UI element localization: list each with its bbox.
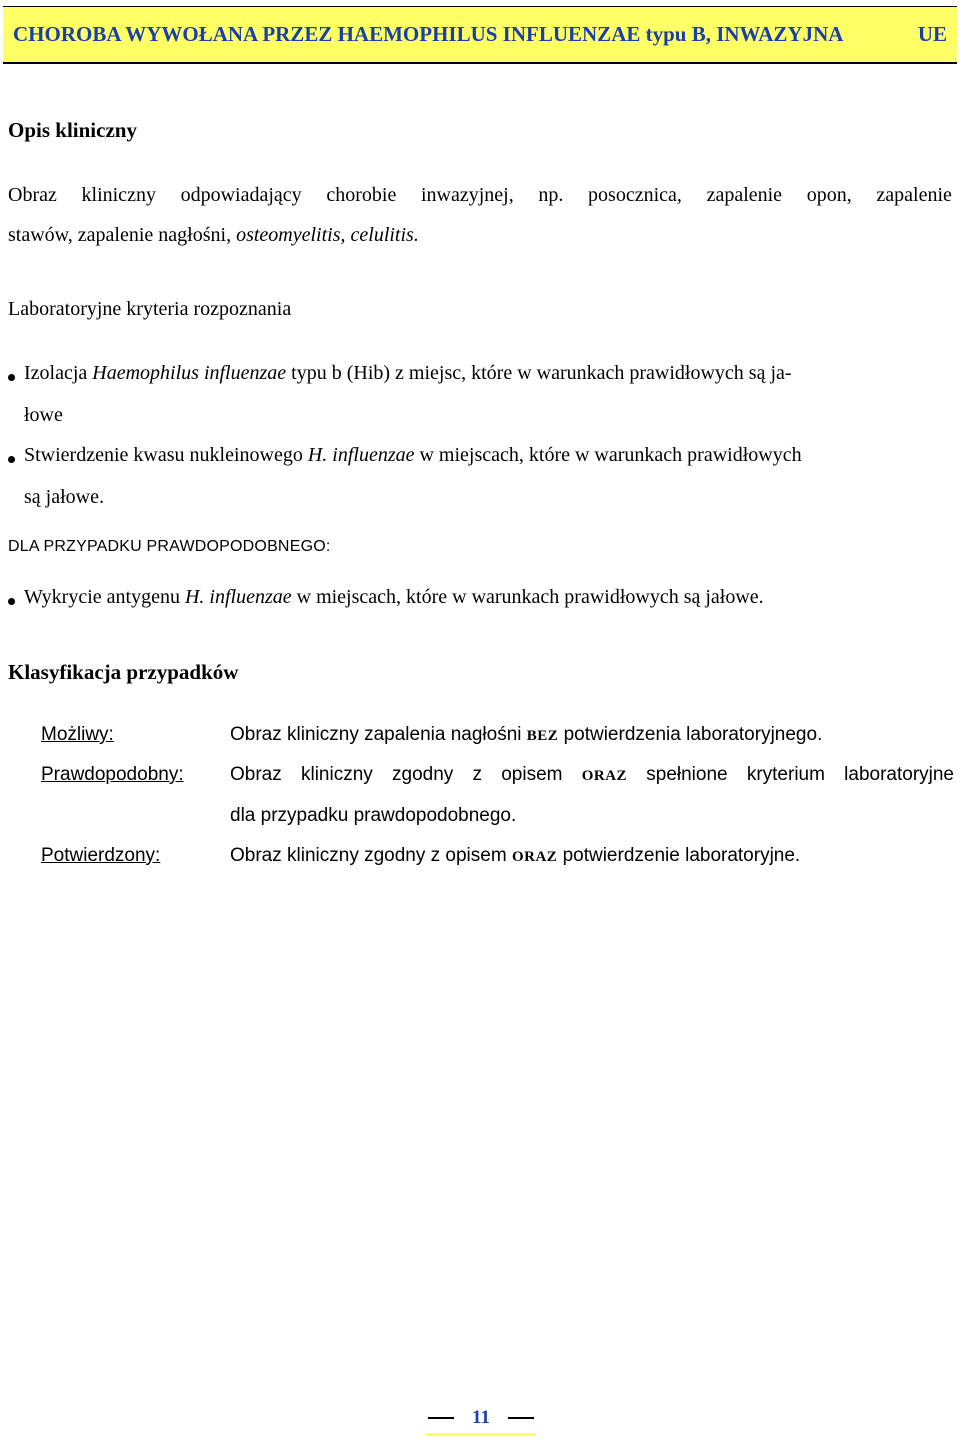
word: zapalenie [876, 184, 952, 206]
document-header [3, 6, 957, 64]
word: kliniczny [300, 764, 373, 785]
confirmed-description: Obraz kliniczny zgodny z opisem ORAZ potwierdzenie laboratoryjne. [230, 845, 801, 866]
clinical-line-2 [8, 215, 419, 255]
probable-description-line-1 [230, 764, 954, 786]
keyword-oraz: ORAZ [511, 849, 558, 865]
word: chorobie [326, 184, 397, 206]
word: Obraz [230, 764, 282, 785]
region-code: UE [917, 22, 947, 46]
possible-label: Możliwy: [41, 724, 114, 745]
confirmed-label: Potwierdzony: [41, 845, 161, 866]
word: zgodny [392, 764, 454, 785]
clinical-line-2-italic: osteomyelitis, celulitis. [236, 224, 419, 246]
word: zapalenie [706, 184, 783, 206]
bullet-dot [8, 374, 15, 381]
probable-case-heading: DLA PRZYPADKU PRAWDOPODOBNEGO: [8, 538, 331, 555]
word: posocznica, [588, 184, 682, 206]
word: kliniczny [81, 184, 156, 206]
possible-description: Obraz kliniczny zapalenia nagłośni BEZ potwierdzenia laboratoryjnego. [230, 724, 823, 745]
probable-description-line-2: dla przypadku prawdopodobnego. [230, 805, 517, 826]
footer-highlight [426, 1433, 536, 1436]
word: spełnione [646, 764, 728, 785]
keyword-bez: BEZ [526, 728, 559, 744]
word: kryterium [746, 764, 825, 785]
word: np. [538, 184, 564, 206]
clinical-line-1 [8, 175, 952, 215]
page-footer [426, 1404, 536, 1432]
probable-label: Prawdopodobny: [41, 764, 184, 785]
clinical-heading: Opis kliniczny [8, 118, 137, 142]
word: odpowiadający [180, 184, 302, 206]
footer-dash-left [428, 1417, 454, 1419]
keyword-oraz: ORAZ [581, 768, 628, 784]
bullet-dot [8, 456, 15, 463]
word: opon, [806, 184, 852, 206]
clinical-line-2-text: stawów, zapalenie nagłośni, [8, 224, 237, 246]
page-number: 11 [472, 1407, 490, 1428]
lab-heading: Laboratoryjne kryteria rozpoznania [8, 298, 292, 320]
document-title: CHOROBA WYWOŁANA PRZEZ HAEMOPHILUS INFLUENZAE typu B, INWAZYJNA [13, 22, 844, 46]
word: Obraz [8, 184, 57, 206]
classification-heading: Klasyfikacja przypadków [8, 660, 239, 684]
footer-dash-right [508, 1417, 534, 1419]
word: laboratoryjne [844, 764, 954, 785]
word: opisem [501, 764, 563, 785]
bullet-dot [8, 598, 15, 605]
word: inwazyjnej, [420, 184, 514, 206]
word: z [472, 764, 482, 785]
